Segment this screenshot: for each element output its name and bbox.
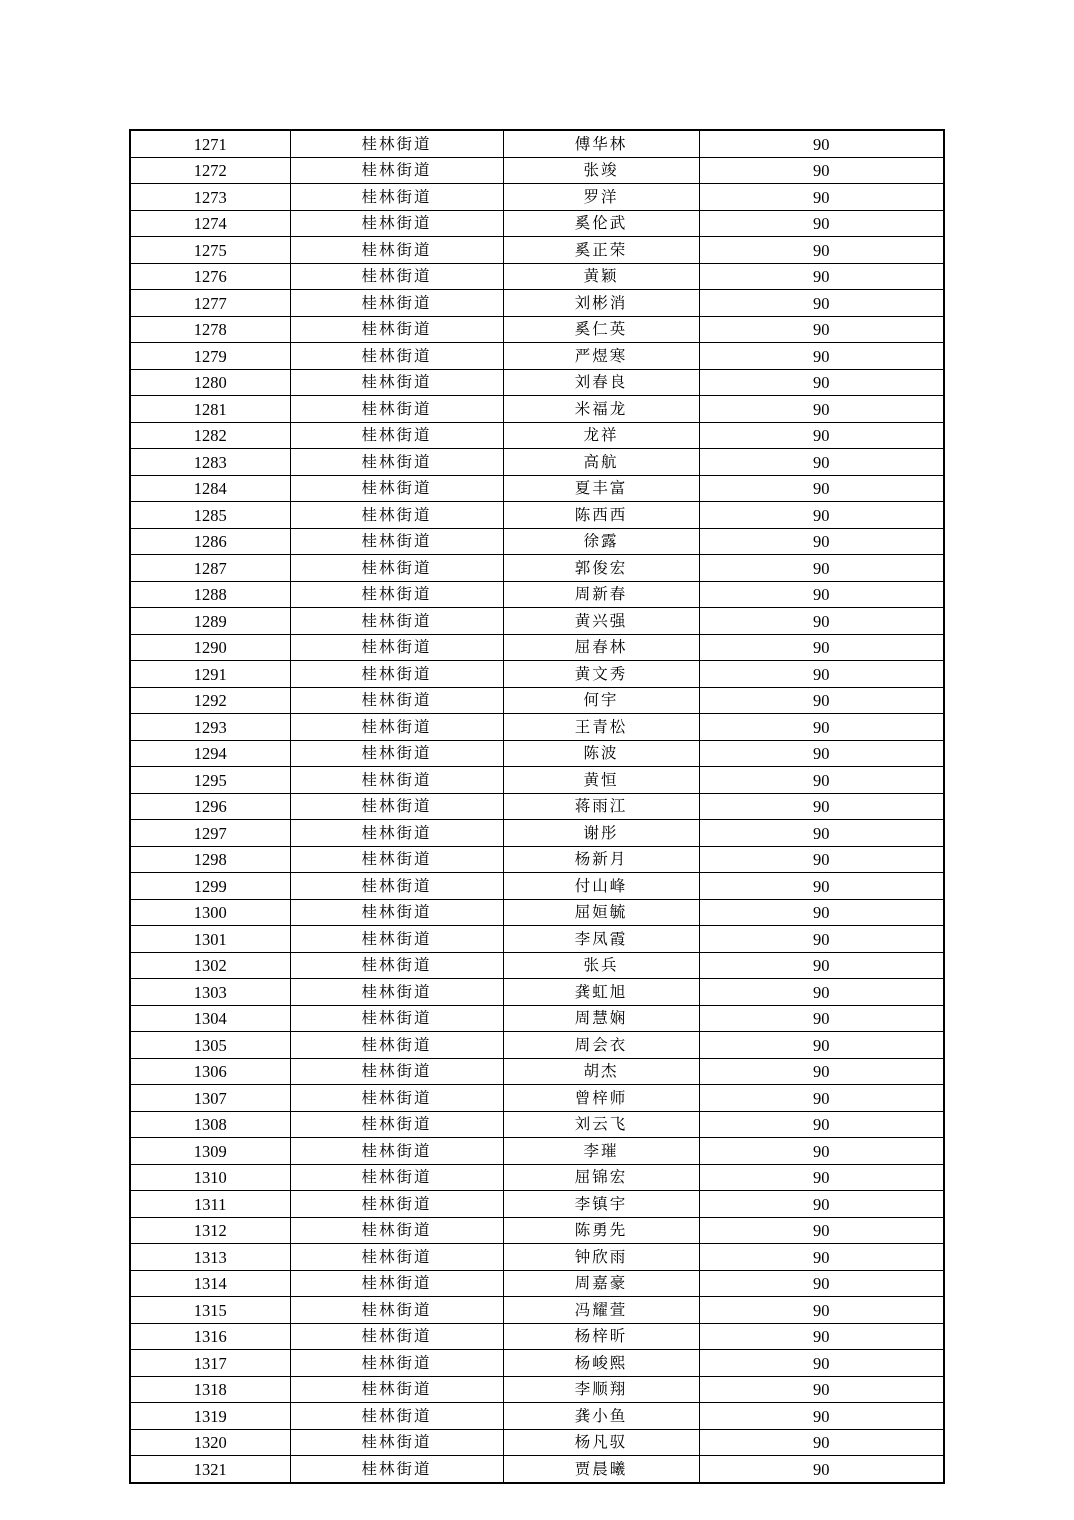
table-row xyxy=(130,899,944,926)
cell-score: 90 xyxy=(699,555,944,582)
cell-score: 90 xyxy=(699,873,944,900)
table-row xyxy=(130,952,944,979)
cell-number: 1293 xyxy=(130,714,290,741)
table-row xyxy=(130,661,944,688)
cell-score: 90 xyxy=(699,237,944,264)
cell-street: 桂林街道 xyxy=(290,1350,503,1377)
cell-score: 90 xyxy=(699,846,944,873)
cell-number: 1316 xyxy=(130,1323,290,1350)
cell-street: 桂林街道 xyxy=(290,899,503,926)
table-row xyxy=(130,687,944,714)
cell-number: 1312 xyxy=(130,1217,290,1244)
cell-person-name: 严煜寒 xyxy=(503,343,699,370)
cell-score: 90 xyxy=(699,449,944,476)
cell-person-name: 屈春林 xyxy=(503,634,699,661)
table-row xyxy=(130,1005,944,1032)
cell-street: 桂林街道 xyxy=(290,1085,503,1112)
cell-score: 90 xyxy=(699,661,944,688)
cell-number: 1321 xyxy=(130,1456,290,1483)
cell-number: 1283 xyxy=(130,449,290,476)
cell-person-name: 刘彬消 xyxy=(503,290,699,317)
cell-street: 桂林街道 xyxy=(290,263,503,290)
cell-person-name: 黄颖 xyxy=(503,263,699,290)
cell-number: 1302 xyxy=(130,952,290,979)
table-row xyxy=(130,1270,944,1297)
cell-person-name: 周嘉豪 xyxy=(503,1270,699,1297)
cell-street: 桂林街道 xyxy=(290,926,503,953)
cell-score: 90 xyxy=(699,979,944,1006)
cell-number: 1277 xyxy=(130,290,290,317)
table-row xyxy=(130,767,944,794)
cell-person-name: 曾梓师 xyxy=(503,1085,699,1112)
cell-number: 1273 xyxy=(130,184,290,211)
table-row xyxy=(130,528,944,555)
cell-number: 1280 xyxy=(130,369,290,396)
cell-person-name: 贾晨曦 xyxy=(503,1456,699,1483)
roster-table xyxy=(129,129,945,1484)
table-row xyxy=(130,846,944,873)
table-row xyxy=(130,740,944,767)
table-row xyxy=(130,1111,944,1138)
cell-street: 桂林街道 xyxy=(290,343,503,370)
cell-score: 90 xyxy=(699,1376,944,1403)
cell-number: 1311 xyxy=(130,1191,290,1218)
cell-street: 桂林街道 xyxy=(290,1217,503,1244)
table-row xyxy=(130,184,944,211)
cell-street: 桂林街道 xyxy=(290,396,503,423)
cell-score: 90 xyxy=(699,290,944,317)
cell-street: 桂林街道 xyxy=(290,1456,503,1483)
cell-person-name: 陈波 xyxy=(503,740,699,767)
cell-number: 1300 xyxy=(130,899,290,926)
cell-person-name: 付山峰 xyxy=(503,873,699,900)
cell-street: 桂林街道 xyxy=(290,1323,503,1350)
table-row xyxy=(130,555,944,582)
cell-score: 90 xyxy=(699,210,944,237)
cell-score: 90 xyxy=(699,740,944,767)
cell-person-name: 陈勇先 xyxy=(503,1217,699,1244)
cell-street: 桂林街道 xyxy=(290,979,503,1006)
cell-score: 90 xyxy=(699,1456,944,1483)
cell-person-name: 徐露 xyxy=(503,528,699,555)
cell-person-name: 李璀 xyxy=(503,1138,699,1165)
cell-score: 90 xyxy=(699,502,944,529)
table-row xyxy=(130,1085,944,1112)
cell-person-name: 张兵 xyxy=(503,952,699,979)
cell-street: 桂林街道 xyxy=(290,740,503,767)
cell-number: 1309 xyxy=(130,1138,290,1165)
cell-score: 90 xyxy=(699,130,944,157)
cell-street: 桂林街道 xyxy=(290,1005,503,1032)
cell-score: 90 xyxy=(699,157,944,184)
cell-score: 90 xyxy=(699,1429,944,1456)
table-row xyxy=(130,1376,944,1403)
cell-number: 1275 xyxy=(130,237,290,264)
cell-score: 90 xyxy=(699,528,944,555)
cell-number: 1299 xyxy=(130,873,290,900)
cell-score: 90 xyxy=(699,316,944,343)
table-row xyxy=(130,1323,944,1350)
cell-number: 1284 xyxy=(130,475,290,502)
cell-score: 90 xyxy=(699,687,944,714)
cell-person-name: 奚仁英 xyxy=(503,316,699,343)
table-row xyxy=(130,449,944,476)
cell-person-name: 刘春良 xyxy=(503,369,699,396)
cell-number: 1301 xyxy=(130,926,290,953)
cell-score: 90 xyxy=(699,767,944,794)
cell-person-name: 高航 xyxy=(503,449,699,476)
cell-score: 90 xyxy=(699,263,944,290)
cell-score: 90 xyxy=(699,1058,944,1085)
cell-number: 1308 xyxy=(130,1111,290,1138)
cell-street: 桂林街道 xyxy=(290,1403,503,1430)
cell-street: 桂林街道 xyxy=(290,555,503,582)
table-row xyxy=(130,581,944,608)
cell-number: 1285 xyxy=(130,502,290,529)
cell-person-name: 屈锦宏 xyxy=(503,1164,699,1191)
table-row xyxy=(130,1191,944,1218)
cell-street: 桂林街道 xyxy=(290,475,503,502)
cell-number: 1296 xyxy=(130,793,290,820)
cell-number: 1305 xyxy=(130,1032,290,1059)
cell-score: 90 xyxy=(699,1111,944,1138)
cell-score: 90 xyxy=(699,1138,944,1165)
cell-street: 桂林街道 xyxy=(290,1138,503,1165)
table-row xyxy=(130,979,944,1006)
cell-street: 桂林街道 xyxy=(290,634,503,661)
cell-number: 1291 xyxy=(130,661,290,688)
cell-score: 90 xyxy=(699,952,944,979)
table-row xyxy=(130,210,944,237)
table-row xyxy=(130,502,944,529)
table-row xyxy=(130,157,944,184)
cell-score: 90 xyxy=(699,1164,944,1191)
table-row xyxy=(130,926,944,953)
table-row xyxy=(130,1032,944,1059)
cell-street: 桂林街道 xyxy=(290,316,503,343)
cell-score: 90 xyxy=(699,714,944,741)
cell-score: 90 xyxy=(699,820,944,847)
cell-score: 90 xyxy=(699,793,944,820)
table-row xyxy=(130,263,944,290)
cell-street: 桂林街道 xyxy=(290,502,503,529)
cell-number: 1271 xyxy=(130,130,290,157)
cell-person-name: 郭俊宏 xyxy=(503,555,699,582)
cell-number: 1295 xyxy=(130,767,290,794)
cell-person-name: 夏丰富 xyxy=(503,475,699,502)
cell-person-name: 杨峻熙 xyxy=(503,1350,699,1377)
cell-number: 1319 xyxy=(130,1403,290,1430)
table-row xyxy=(130,316,944,343)
cell-person-name: 谢彤 xyxy=(503,820,699,847)
table-row xyxy=(130,396,944,423)
cell-street: 桂林街道 xyxy=(290,290,503,317)
cell-score: 90 xyxy=(699,1323,944,1350)
table-row xyxy=(130,343,944,370)
cell-street: 桂林街道 xyxy=(290,237,503,264)
cell-street: 桂林街道 xyxy=(290,210,503,237)
cell-person-name: 黄文秀 xyxy=(503,661,699,688)
cell-person-name: 奚伦武 xyxy=(503,210,699,237)
cell-number: 1281 xyxy=(130,396,290,423)
cell-number: 1286 xyxy=(130,528,290,555)
cell-street: 桂林街道 xyxy=(290,767,503,794)
cell-person-name: 米福龙 xyxy=(503,396,699,423)
cell-street: 桂林街道 xyxy=(290,1191,503,1218)
table-row xyxy=(130,422,944,449)
cell-number: 1272 xyxy=(130,157,290,184)
cell-person-name: 屈姮毓 xyxy=(503,899,699,926)
cell-person-name: 杨梓昕 xyxy=(503,1323,699,1350)
table-row xyxy=(130,1350,944,1377)
cell-street: 桂林街道 xyxy=(290,1032,503,1059)
cell-street: 桂林街道 xyxy=(290,449,503,476)
cell-score: 90 xyxy=(699,343,944,370)
cell-number: 1317 xyxy=(130,1350,290,1377)
cell-number: 1282 xyxy=(130,422,290,449)
cell-score: 90 xyxy=(699,1403,944,1430)
cell-person-name: 蒋雨江 xyxy=(503,793,699,820)
cell-score: 90 xyxy=(699,1005,944,1032)
cell-person-name: 龚小鱼 xyxy=(503,1403,699,1430)
table-row xyxy=(130,475,944,502)
cell-person-name: 周会衣 xyxy=(503,1032,699,1059)
table-row xyxy=(130,237,944,264)
cell-number: 1297 xyxy=(130,820,290,847)
cell-number: 1306 xyxy=(130,1058,290,1085)
table-row xyxy=(130,634,944,661)
cell-number: 1274 xyxy=(130,210,290,237)
cell-number: 1294 xyxy=(130,740,290,767)
cell-person-name: 陈西西 xyxy=(503,502,699,529)
cell-number: 1320 xyxy=(130,1429,290,1456)
cell-number: 1304 xyxy=(130,1005,290,1032)
table-row xyxy=(130,608,944,635)
cell-street: 桂林街道 xyxy=(290,369,503,396)
cell-street: 桂林街道 xyxy=(290,1058,503,1085)
cell-number: 1310 xyxy=(130,1164,290,1191)
cell-number: 1292 xyxy=(130,687,290,714)
cell-person-name: 黄恒 xyxy=(503,767,699,794)
cell-number: 1315 xyxy=(130,1297,290,1324)
table-row xyxy=(130,1244,944,1271)
cell-street: 桂林街道 xyxy=(290,1244,503,1271)
cell-score: 90 xyxy=(699,1191,944,1218)
cell-score: 90 xyxy=(699,396,944,423)
table-row xyxy=(130,130,944,157)
cell-street: 桂林街道 xyxy=(290,952,503,979)
cell-score: 90 xyxy=(699,581,944,608)
cell-number: 1276 xyxy=(130,263,290,290)
cell-person-name: 胡杰 xyxy=(503,1058,699,1085)
cell-person-name: 周慧娴 xyxy=(503,1005,699,1032)
cell-street: 桂林街道 xyxy=(290,1111,503,1138)
cell-person-name: 黄兴强 xyxy=(503,608,699,635)
cell-number: 1289 xyxy=(130,608,290,635)
cell-score: 90 xyxy=(699,369,944,396)
cell-score: 90 xyxy=(699,1270,944,1297)
table-row xyxy=(130,1429,944,1456)
cell-number: 1278 xyxy=(130,316,290,343)
cell-score: 90 xyxy=(699,1350,944,1377)
cell-score: 90 xyxy=(699,422,944,449)
cell-score: 90 xyxy=(699,634,944,661)
cell-person-name: 龚虹旭 xyxy=(503,979,699,1006)
cell-street: 桂林街道 xyxy=(290,873,503,900)
table-row xyxy=(130,1456,944,1483)
cell-street: 桂林街道 xyxy=(290,528,503,555)
cell-score: 90 xyxy=(699,899,944,926)
cell-person-name: 杨新月 xyxy=(503,846,699,873)
cell-number: 1318 xyxy=(130,1376,290,1403)
cell-number: 1279 xyxy=(130,343,290,370)
cell-street: 桂林街道 xyxy=(290,130,503,157)
cell-person-name: 周新春 xyxy=(503,581,699,608)
cell-street: 桂林街道 xyxy=(290,184,503,211)
cell-street: 桂林街道 xyxy=(290,581,503,608)
cell-person-name: 张竣 xyxy=(503,157,699,184)
cell-street: 桂林街道 xyxy=(290,1376,503,1403)
cell-person-name: 冯耀萱 xyxy=(503,1297,699,1324)
cell-person-name: 罗洋 xyxy=(503,184,699,211)
cell-street: 桂林街道 xyxy=(290,422,503,449)
table-row xyxy=(130,873,944,900)
table-row xyxy=(130,820,944,847)
cell-street: 桂林街道 xyxy=(290,714,503,741)
table-row xyxy=(130,714,944,741)
cell-score: 90 xyxy=(699,1085,944,1112)
cell-street: 桂林街道 xyxy=(290,820,503,847)
table-row xyxy=(130,1138,944,1165)
cell-person-name: 钟欣雨 xyxy=(503,1244,699,1271)
cell-person-name: 杨凡驭 xyxy=(503,1429,699,1456)
table-row xyxy=(130,290,944,317)
cell-person-name: 刘云飞 xyxy=(503,1111,699,1138)
table-row xyxy=(130,1058,944,1085)
cell-number: 1287 xyxy=(130,555,290,582)
cell-street: 桂林街道 xyxy=(290,846,503,873)
cell-person-name: 傅华林 xyxy=(503,130,699,157)
cell-score: 90 xyxy=(699,1032,944,1059)
cell-number: 1288 xyxy=(130,581,290,608)
cell-number: 1314 xyxy=(130,1270,290,1297)
cell-street: 桂林街道 xyxy=(290,661,503,688)
cell-person-name: 何宇 xyxy=(503,687,699,714)
cell-score: 90 xyxy=(699,926,944,953)
cell-number: 1303 xyxy=(130,979,290,1006)
cell-score: 90 xyxy=(699,608,944,635)
cell-street: 桂林街道 xyxy=(290,1297,503,1324)
table-row xyxy=(130,369,944,396)
cell-number: 1313 xyxy=(130,1244,290,1271)
cell-score: 90 xyxy=(699,1297,944,1324)
cell-street: 桂林街道 xyxy=(290,608,503,635)
cell-street: 桂林街道 xyxy=(290,1164,503,1191)
cell-street: 桂林街道 xyxy=(290,687,503,714)
cell-score: 90 xyxy=(699,1217,944,1244)
cell-street: 桂林街道 xyxy=(290,793,503,820)
table-row xyxy=(130,1217,944,1244)
table-row xyxy=(130,1297,944,1324)
cell-person-name: 李凤霞 xyxy=(503,926,699,953)
table-row xyxy=(130,1403,944,1430)
cell-number: 1307 xyxy=(130,1085,290,1112)
cell-street: 桂林街道 xyxy=(290,1270,503,1297)
table-row xyxy=(130,1164,944,1191)
cell-score: 90 xyxy=(699,184,944,211)
cell-person-name: 李顺翔 xyxy=(503,1376,699,1403)
cell-street: 桂林街道 xyxy=(290,157,503,184)
cell-number: 1290 xyxy=(130,634,290,661)
cell-person-name: 李镇宇 xyxy=(503,1191,699,1218)
cell-street: 桂林街道 xyxy=(290,1429,503,1456)
cell-person-name: 龙祥 xyxy=(503,422,699,449)
roster-body xyxy=(130,130,944,1483)
cell-score: 90 xyxy=(699,1244,944,1271)
cell-person-name: 王青松 xyxy=(503,714,699,741)
cell-person-name: 奚正荣 xyxy=(503,237,699,264)
table-row xyxy=(130,793,944,820)
cell-score: 90 xyxy=(699,475,944,502)
cell-number: 1298 xyxy=(130,846,290,873)
